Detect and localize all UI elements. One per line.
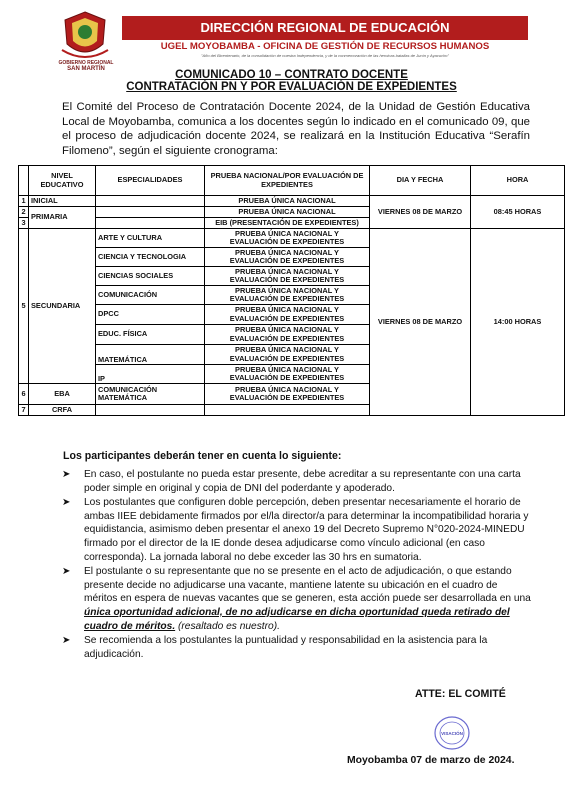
nivel-cell: SECUNDARIA [29, 229, 96, 384]
prueba-line: PRUEBA ÚNICA NACIONAL Y [235, 305, 339, 315]
esp-cell: CIENCIA Y TECNOLOGIA [96, 248, 205, 267]
prueba-line: EVALUACIÓN DE EXPEDIENTES [229, 256, 345, 265]
row-number: 3 [19, 218, 29, 229]
prueba-cell [205, 305, 370, 325]
header-num-cell [19, 166, 29, 196]
esp-cell: IP [96, 365, 205, 384]
list-item [62, 565, 532, 633]
prueba-line: EVALUACIÓN DE EXPEDIENTES [229, 353, 345, 363]
schedule-table [18, 165, 565, 416]
prueba-cell [205, 325, 370, 345]
esp-cell [96, 196, 205, 207]
header-fecha: DIA Y FECHA [370, 166, 471, 196]
prueba-line: PRUEBA ÚNICA NACIONAL Y [235, 228, 339, 238]
time-cell: 08:45 HORAS [471, 196, 565, 229]
nivel-cell: EBA [29, 384, 96, 405]
esp-cell [96, 207, 205, 218]
prueba-cell [205, 405, 370, 416]
list-item [62, 634, 532, 661]
arrow-bullet-icon: ➤ [62, 497, 71, 509]
instructions-lead: Los participantes deberán tener en cuenta lo siguiente: [63, 450, 342, 462]
prueba-line: EVALUACIÓN DE EXPEDIENTES [229, 373, 345, 382]
header-hora: HORA [471, 166, 565, 196]
prueba-cell [205, 345, 370, 365]
date-cell: VIERNES 08 DE MARZO [370, 196, 471, 229]
seal-label: VISACIÓN [441, 731, 463, 736]
esp-cell: MATEMÁTICA [96, 345, 205, 365]
header-especialidades: ESPECIALIDADES [96, 166, 205, 196]
signature-line: ATTE: EL COMITÉ [415, 688, 506, 700]
esp-cell: DPCC [96, 305, 205, 325]
arrow-bullet-icon: ➤ [62, 635, 71, 647]
document-date: Moyobamba 07 de marzo de 2024. [347, 755, 515, 766]
prueba-cell: PRUEBA ÚNICA NACIONAL [205, 207, 370, 218]
arrow-bullet-icon: ➤ [62, 566, 71, 578]
esp-cell: CIENCIAS SOCIALES [96, 267, 205, 286]
date-cell: VIERNES 08 DE MARZO [370, 229, 471, 416]
prueba-cell: PRUEBA ÚNICA NACIONAL [205, 196, 370, 207]
prueba-line: PRUEBA ÚNICA NACIONAL Y [235, 247, 339, 257]
esp-cell: EDUC. FÍSICA [96, 325, 205, 345]
header-subtitle: UGEL MOYOBAMBA - OFICINA DE GESTIÓN DE RECURSOS HUMANOS [160, 41, 490, 52]
prueba-line: PRUEBA ÚNICA NACIONAL Y [235, 325, 339, 335]
prueba-line: EVALUACIÓN DE EXPEDIENTES [229, 275, 345, 284]
header-banner: DIRECCIÓN REGIONAL DE EDUCACIÓN [122, 16, 528, 40]
esp-cell [96, 384, 205, 405]
table-row [19, 229, 565, 248]
prueba-cell [205, 229, 370, 248]
list-item-text: El postulante o su representante que no se presente en el acto de adjudicación, o que estando presente decide no adjudicarse una vacante, mantiene latente su ubicación en el cuadro de méritos en espera de nuevas vacantes que se generen, esta acción puede ser desarrollada en una [84, 566, 531, 605]
arrow-bullet-icon: ➤ [62, 469, 71, 480]
logo-caption-line-1: GOBIERNO REGIONAL [58, 60, 114, 66]
row-number: 7 [19, 405, 29, 416]
table-header-row [19, 166, 565, 196]
prueba-line: EVALUACIÓN DE EXPEDIENTES [229, 313, 345, 323]
list-item-note: (resaltado es nuestro). [175, 620, 280, 632]
esp-cell: ARTE Y CULTURA [96, 229, 205, 248]
intro-paragraph: El Comité del Proceso de Contratación Docente 2024, de la Unidad de Gestión Educativa Local de Moyobamba, comunica a los docentes según lo indicado en el comunicado 09, que el proceso de adjudicación docente 2024, se realizará en la Institución Educativa “Serafín Filomeno”, según el siguiente cronograma: [62, 101, 530, 158]
esp-line: MATEMÁTICA [98, 393, 148, 402]
header-prueba: PRUEBA NACIONAL/POR EVALUACIÓN DE EXPEDIENTES [205, 166, 370, 196]
list-item-text: Los postulantes que configuren doble percepción, deben presentar necesariamente el horario de ambas IIEE debidamente firmados por el/la director/a para determinar la incompatibilidad horaria y equidistancia, asimismo deben presentar el anexo 19 del Decreto Supremo N°020-2024-MINEDU firmado por el director de la IE donde desea adjudicarse como vínculo adicional (en caso corresponda). La jornada laboral no debe exceder las 30 hrs en sumatoria. [84, 497, 529, 563]
instructions-list [62, 468, 532, 662]
nivel-cell: CRFA [29, 405, 96, 416]
prueba-line: PRUEBA ÚNICA NACIONAL Y [235, 364, 339, 374]
document-title: COMUNICADO 10 – CONTRATO DOCENTE [175, 69, 408, 81]
regional-government-logo [58, 10, 112, 62]
visacion-seal-stamp [433, 715, 471, 751]
prueba-cell [205, 248, 370, 267]
time-cell: 14:00 HORAS [471, 229, 565, 416]
prueba-cell: EIB (PRESENTACIÓN DE EXPEDIENTES) [205, 218, 370, 229]
logo-caption-line-2: SAN MARTÍN [67, 66, 105, 72]
prueba-cell [205, 286, 370, 305]
document-subtitle: CONTRATACIÓN PN Y POR EVALUACIÓN DE EXPEDIENTES [126, 81, 457, 93]
prueba-line: PRUEBA ÚNICA NACIONAL Y [235, 384, 339, 394]
prueba-line: EVALUACIÓN DE EXPEDIENTES [229, 333, 345, 343]
prueba-cell [205, 365, 370, 384]
row-number: 5 [19, 229, 29, 384]
prueba-line: PRUEBA ÚNICA NACIONAL Y [235, 345, 339, 355]
prueba-line: EVALUACIÓN DE EXPEDIENTES [229, 294, 345, 303]
esp-cell [96, 218, 205, 229]
header-motto: "Año del Bicentenario, de la consolidación de nuestra Independencia, y de la conmemoración de las heroicas batallas de Junín y Ayacucho" [201, 53, 449, 58]
row-number: 6 [19, 384, 29, 405]
prueba-line: EVALUACIÓN DE EXPEDIENTES [229, 393, 345, 402]
esp-cell [96, 405, 205, 416]
prueba-cell [205, 384, 370, 405]
list-item [62, 496, 532, 564]
esp-line: COMUNICACIÓN [98, 384, 158, 394]
header-nivel: NIVEL EDUCATIVO [29, 166, 96, 196]
row-number: 2 [19, 207, 29, 218]
prueba-line: EVALUACIÓN DE EXPEDIENTES [229, 237, 345, 246]
table-row [19, 196, 565, 207]
list-item [62, 468, 532, 495]
prueba-line: PRUEBA ÚNICA NACIONAL Y [235, 285, 339, 295]
nivel-cell: INICIAL [29, 196, 96, 207]
list-item-text: Se recomienda a los postulantes la puntualidad y responsabilidad en la asistencia para la adjudicación. [84, 635, 488, 660]
prueba-line: PRUEBA ÚNICA NACIONAL Y [235, 266, 339, 276]
nivel-cell: PRIMARIA [29, 207, 96, 229]
list-item-text: En caso, el postulante no pueda estar presente, debe acreditar a su representante con una carta poder simple en original y copia de DNI del poderdante y apoderado. [84, 469, 521, 494]
esp-cell: COMUNICACIÓN [96, 286, 205, 305]
row-number: 1 [19, 196, 29, 207]
emphasized-text: única oportunidad adicional, de no adjudicarse en dicha oportunidad queda retirado del cuadro de méritos. [84, 606, 510, 632]
prueba-cell [205, 267, 370, 286]
